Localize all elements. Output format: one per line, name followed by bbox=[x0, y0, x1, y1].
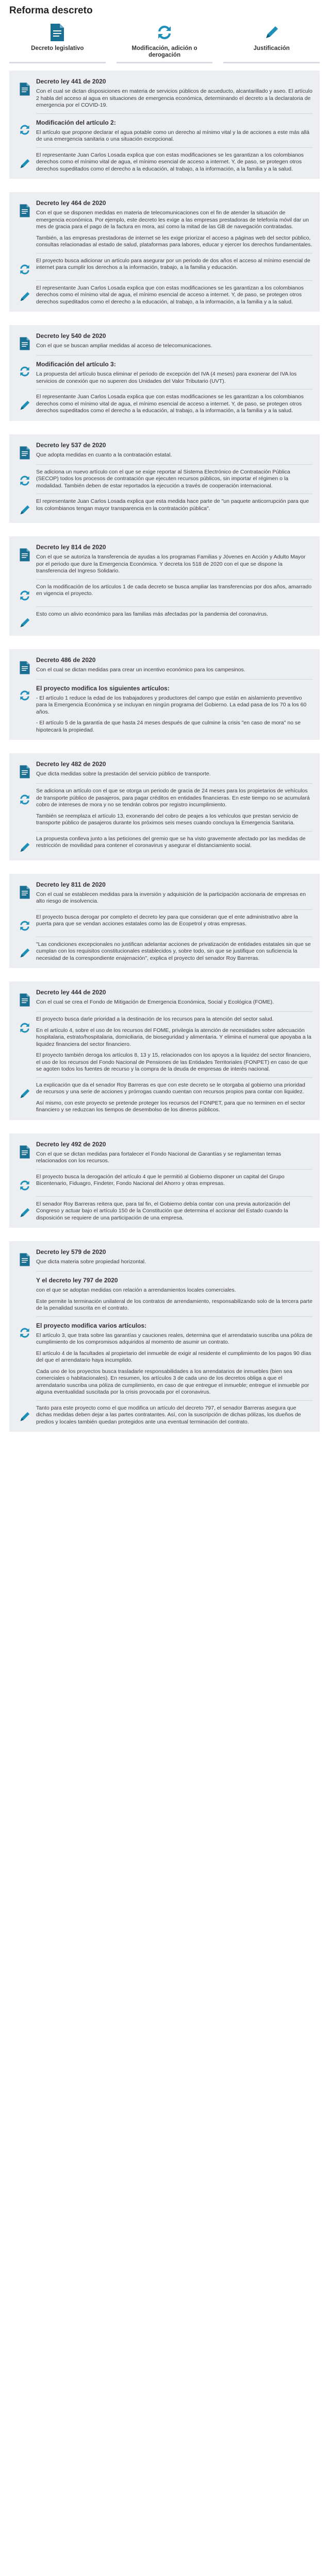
document-icon bbox=[13, 543, 36, 562]
entry-title: Modificación del artículo 2: bbox=[36, 118, 116, 126]
reform-card bbox=[9, 874, 320, 969]
document-icon bbox=[13, 655, 36, 675]
divider bbox=[36, 1316, 312, 1317]
entry-paragraph: El proyecto busca darle prioridad a la destinación de los recursos para la atención del sector salud. bbox=[36, 1016, 274, 1022]
entry-title: Y el decreto ley 797 de 2020 bbox=[36, 1277, 118, 1284]
entry-justification bbox=[13, 394, 312, 415]
entry-decree bbox=[13, 77, 312, 109]
entry-modification bbox=[13, 684, 312, 734]
legend bbox=[0, 22, 329, 63]
entry-text bbox=[36, 498, 312, 512]
entry-paragraph: Esto como un alivio económico para las familias más afectadas por la pandemia del coronavirus. bbox=[36, 611, 268, 617]
entry-paragraph: "Las condiciones excepcionales no justifican adelantar acciones de privatización de entidades estatales sin que se cumplan con los requisitos constitucionales establecidos y, sobre todo, sin que se justifique con suficiencia la necesidad de la correspondiente enajenación", explica el proyecto del senador Roy Barreras. bbox=[36, 941, 311, 961]
divider bbox=[36, 1011, 312, 1012]
pencil-icon bbox=[13, 394, 36, 412]
entry-title: Modificación del artículo 3: bbox=[36, 361, 116, 368]
legend-label: Justificación bbox=[253, 45, 290, 52]
divider bbox=[36, 1271, 312, 1272]
document-icon bbox=[13, 988, 36, 1007]
legend-modification bbox=[117, 22, 213, 63]
entry-paragraph: Este permite la terminación unilateral de los contratos de arrendamiento, responsabilizando solo de la tercera parte de la penalidad suscrita en el contrato. bbox=[36, 1298, 312, 1311]
entry-text bbox=[36, 1321, 312, 1396]
entry-text bbox=[36, 469, 312, 490]
entry-text bbox=[36, 152, 312, 173]
divider bbox=[36, 783, 312, 784]
entry-text bbox=[36, 584, 312, 598]
entry-text bbox=[36, 285, 312, 306]
entry-decree bbox=[13, 543, 312, 575]
pencil-icon bbox=[13, 836, 36, 854]
arrows-cycle-icon bbox=[13, 1174, 36, 1192]
document-icon bbox=[13, 759, 36, 779]
entry-text bbox=[36, 988, 312, 1006]
entry-paragraph: También, a las empresas prestadoras de internet se les exige priorizar el acceso a páginas web del sector público, consultas relacionadas al estado de salud, plataformas para labores, educar y ejercer los derechos fundamentales. bbox=[36, 234, 312, 248]
entry-modification bbox=[13, 788, 312, 827]
pencil-icon bbox=[13, 152, 36, 171]
legend-label: Modificación, adición o derogación bbox=[131, 45, 198, 58]
entry-decree bbox=[13, 1247, 312, 1267]
entry-paragraph: Se adiciona un nuevo artículo con el que se exige reportar al Sistema Electrónico de Contratación Pública (SECOP) todos los procesos de contratación que ejecuten recursos públicos, sin importar el régimen o la modalidad. También deben de estar reportados la ejecución a través de cooperación internacional. bbox=[36, 468, 290, 489]
entry-paragraph: El artículo 3, que trata sobre las garantías y cauciones reales, determina que el arrendatario suscriba una póliza de cumplimiento de los compromisos adquiridos al momento de asumir un contrato. bbox=[36, 1332, 312, 1345]
arrows-cycle-icon bbox=[13, 469, 36, 487]
document-icon bbox=[13, 440, 36, 460]
entry-justification bbox=[13, 1201, 312, 1222]
reform-card bbox=[9, 1241, 320, 1432]
entry-paragraph: El representante Juan Carlos Losada explica que con estas modificaciones se les garantizan a los colombianos derechos como el mínimo vital de agua, el mínimo esencial de acceso a internet. Y, de paso, se protegen otros derechos supeditados como el derecho a la educación, al trabajo, a la información, a la familia y a la salud. bbox=[36, 284, 304, 305]
entry-text bbox=[36, 684, 312, 734]
entry-paragraph: La propuesta conlleva junto a las peticiones del gremio que se ha visto gravemente afectado por las medidas de restricción de movilidad para contener el coronavirus y asegurar el distanciamiento social. bbox=[36, 835, 306, 849]
entry-title: Decreto ley 814 de 2020 bbox=[36, 544, 106, 551]
entry-decree bbox=[13, 198, 312, 249]
entry-paragraph: Con el cual se dictan medidas para crear un incentivo económico para los campesinos. bbox=[36, 666, 245, 673]
entry-paragraph: - El artículo 1 reduce la edad de los trabajadores y productores del campo que están en aislamiento preventivo para la Emergencia Económica y se incluyan en ningún programa del Gobierno. La edad pasa de los 70 a los 60 años. bbox=[36, 694, 307, 715]
entry-justification bbox=[13, 285, 312, 306]
entry-title: El proyecto modifica varios artículos: bbox=[36, 1321, 147, 1329]
entry-decree bbox=[13, 759, 312, 779]
reform-card bbox=[9, 981, 320, 1120]
entry-text bbox=[36, 1276, 312, 1312]
divider bbox=[36, 831, 312, 832]
entry-title: El proyecto modifica los siguientes artículos: bbox=[36, 684, 170, 692]
entry-paragraph: Tanto para este proyecto como el que modifica un artículo del decreto 797, el senador Barreras asegura que dichas medidas deben dejar a las partes contratantes. Así, con la suscripción de dichas pólizas, los dueños de predios y locales también quedan protegidos ante una eventual terminación del contrato. bbox=[36, 1404, 301, 1425]
divider bbox=[36, 464, 312, 465]
legend-decree bbox=[9, 22, 106, 63]
entry-modification bbox=[13, 584, 312, 602]
entry-decree-plain bbox=[13, 1276, 312, 1312]
arrows-cycle-icon bbox=[13, 1321, 36, 1340]
entry-text bbox=[36, 1082, 312, 1114]
entry-paragraph: Con la modificación de los artículos 1 de cada decreto se busca ampliar las transferencias por dos años, amarrado en vigencia el proyecto. bbox=[36, 583, 312, 597]
entry-paragraph: Así mismo, con este proyecto se pretende proteger los recursos del FONPET, para que no terminen en el sector financiero y se reduzcan los tiempos de desembolso de los dineros públicos. bbox=[36, 1099, 305, 1113]
entry-text bbox=[36, 440, 312, 459]
entry-text bbox=[36, 394, 312, 415]
divider bbox=[36, 1400, 312, 1401]
pencil-icon bbox=[13, 611, 36, 630]
entry-text bbox=[36, 1016, 312, 1073]
entry-paragraph: El representante Juan Carlos Losada explica que con estas modificaciones se les garantizan a los colombianos derechos como el mínimo vital de agua, el mínimo esencial de acceso a internet. Y, de paso, se protegen otros derechos supeditados como el derecho a la educación, al trabajo, a la información, a la familia y a la salud. bbox=[36, 394, 304, 414]
entry-text bbox=[36, 1174, 312, 1188]
entry-justification bbox=[13, 498, 312, 517]
entry-justification bbox=[13, 611, 312, 630]
document-icon bbox=[9, 22, 106, 43]
entry-justification bbox=[13, 1082, 312, 1114]
divider bbox=[36, 113, 312, 114]
entry-paragraph: Con el que se autoriza la transferencia de ayudas a los programas Familias y Jóvenes en Acción y Adulto Mayor por el periodo que dure la Emergencia Económica. Y decreta los 518 de 2020 con el que se dispone la transferencia del Ingreso Solidario. bbox=[36, 554, 306, 574]
entry-modification bbox=[13, 360, 312, 385]
entry-justification bbox=[13, 152, 312, 173]
divider bbox=[36, 1169, 312, 1170]
entry-title: Decreto ley 441 de 2020 bbox=[36, 78, 106, 85]
divider bbox=[36, 1196, 312, 1197]
entry-paragraph: Con el que se dictan medidas para fortalecer el Fondo Nacional de Garantías y se reglamentan temas relacionados con los recursos. bbox=[36, 1150, 282, 1164]
entry-paragraph: Que adopta medidas en cuanto a la contratación estatal. bbox=[36, 451, 172, 458]
arrows-cycle-icon bbox=[13, 684, 36, 702]
divider bbox=[36, 280, 312, 281]
entry-title: Decreto ley 540 de 2020 bbox=[36, 332, 106, 340]
entry-justification bbox=[13, 1405, 312, 1426]
entry-title: Decreto ley 482 de 2020 bbox=[36, 760, 106, 768]
entry-text bbox=[36, 360, 312, 385]
entry-text bbox=[36, 331, 312, 350]
entry-decree bbox=[13, 988, 312, 1007]
arrows-cycle-icon bbox=[13, 788, 36, 806]
entry-paragraph: Con el cual se dictan disposiciones en materia de servicios públicos de acueducto, alcantarillado y aseo. El artículo 2 habla del acceso al agua en situaciones de emergencia económica, determinando el decreto a la declaratoria de emergencia por el COVID-19. bbox=[36, 88, 312, 108]
entry-text bbox=[36, 258, 312, 272]
entry-title: Decreto ley 492 de 2020 bbox=[36, 1140, 106, 1148]
entry-paragraph: La explicación que da el senador Roy Barreras es que con este decreto se le otorgaba al gobierno una prioridad de recursos y una serie de acciones y prórrogas cuando cuentan con recursos propios para contar con liquidez. bbox=[36, 1081, 305, 1095]
entry-paragraph: Con el cual se crea el Fondo de Mitigación de Emergencia Económica, Social y Ecológica (FOME). bbox=[36, 999, 274, 1005]
entry-text bbox=[36, 836, 312, 850]
entry-decree bbox=[13, 655, 312, 675]
entry-text bbox=[36, 77, 312, 109]
reform-list bbox=[0, 63, 329, 1450]
entry-text bbox=[36, 611, 312, 618]
divider bbox=[36, 606, 312, 607]
entry-title: Decreto 486 de 2020 bbox=[36, 656, 96, 664]
entry-modification bbox=[13, 469, 312, 490]
entry-paragraph: El proyecto también deroga los artículos 8, 13 y 15, relacionados con los apoyos a la liquidez del sector financiero, el uso de los recursos del Fondo Nacional de Pensiones de las Entidades Territoriales (FONPET) en caso de que se agoten todos los fuentes de recurso y la compra de la deuda de empresas de interés nacional. bbox=[36, 1052, 311, 1072]
entry-title: Decreto ley 464 de 2020 bbox=[36, 199, 106, 207]
entry-modification bbox=[13, 914, 312, 933]
entry-paragraph: Con el que se disponen medidas en materia de telecomunicaciones con el fin de atender la situación de emergencia económica. Por ejemplo, este decreto les exige a las empresas prestadoras de telefonía móvil dar un mes de gracia para el pago de la factura en mora, así como la mitad de las GB de navegación contratadas. bbox=[36, 210, 309, 230]
divider bbox=[36, 579, 312, 580]
arrows-cycle-icon bbox=[13, 914, 36, 933]
entry-decree bbox=[13, 331, 312, 351]
entry-paragraph: El proyecto busca derogar por completo el decreto ley para que consideran que el ente administrativo abre la puerta para que se vendan acciones estatales como las de Ecopetrol y otras empresas. bbox=[36, 913, 298, 927]
entry-justification bbox=[13, 836, 312, 854]
entry-text bbox=[36, 1247, 312, 1266]
entry-title: Decreto ley 537 de 2020 bbox=[36, 441, 106, 449]
arrows-cycle-icon bbox=[13, 118, 36, 137]
entry-paragraph: También se reemplaza el artículo 13, exonerando del cobro de peajes a los vehículos que prestan servicio de transporte público de pasajeros durante los próximos seis meses cuando concluya la Emergencia Sanitaria. bbox=[36, 812, 299, 826]
reform-card bbox=[9, 434, 320, 523]
entry-text bbox=[36, 788, 312, 827]
entry-text bbox=[36, 1201, 312, 1222]
pencil-icon bbox=[223, 22, 320, 43]
entry-text bbox=[36, 880, 312, 905]
legend-justification bbox=[223, 22, 320, 63]
arrows-cycle-icon bbox=[117, 22, 213, 43]
reform-card bbox=[9, 192, 320, 312]
entry-paragraph: La propuesta del artículo busca eliminar el periodo de excepción del IVA (4 meses) para exonerar del IVA los servicios de conexión que no superen dos Unidades del Valor Tributario (UVT). bbox=[36, 371, 297, 384]
reform-card bbox=[9, 1133, 320, 1228]
entry-title: Decreto ley 579 de 2020 bbox=[36, 1248, 106, 1256]
entry-paragraph: El artículo 4 de la facultades al propietario del inmueble de exigir al residente el cumplimiento de los pagos 90 días del que el arrendatario haya incumplido. bbox=[36, 1350, 311, 1363]
page-title: Reforma descreto bbox=[9, 5, 93, 16]
entry-modification bbox=[13, 1016, 312, 1073]
reform-card bbox=[9, 753, 320, 860]
reform-card bbox=[9, 649, 320, 740]
entry-text bbox=[36, 543, 312, 575]
pencil-icon bbox=[13, 1082, 36, 1100]
entry-paragraph: Con el que se buscan ampliar medidas al acceso de telecomunicaciones. bbox=[36, 343, 212, 349]
entry-paragraph: El senador Roy Barreras reitera que, para tal fin, el Gobierno debía contar con una previa autorización del Congreso y actuar bajo el artículo 150 de la Constitución que determina el accionar del Estado cuando la disposición se requiere de una participación de una empresa. bbox=[36, 1200, 290, 1221]
pencil-icon bbox=[13, 941, 36, 960]
entry-paragraph: El artículo que propone declarar el agua potable como un derecho al mínimo vital y la de acciones a este más allá de una emergencia sanitaria o una situación excepcional. bbox=[36, 129, 309, 142]
entry-modification bbox=[13, 258, 312, 276]
entry-paragraph: Con el cual se establecen medidas para la inversión y adquisición de la participación accionaria de empresas en alto riesgo de insolvencia. bbox=[36, 891, 306, 904]
divider bbox=[36, 679, 312, 680]
entry-paragraph: El proyecto busca la derogación del artículo 4 que le permitió al Gobierno disponer un capital del Grupo Bicentenario, Fiduagro, Findeter, Fondo Nacional del Ahorro y otras empresas. bbox=[36, 1173, 285, 1187]
pencil-icon bbox=[13, 285, 36, 303]
arrows-cycle-icon bbox=[13, 584, 36, 602]
document-icon bbox=[13, 1140, 36, 1159]
entry-text bbox=[36, 1405, 312, 1426]
divider bbox=[36, 1077, 312, 1078]
entry-decree bbox=[13, 880, 312, 905]
pencil-icon bbox=[13, 1201, 36, 1219]
entry-text bbox=[36, 118, 312, 143]
entry-title: Decreto ley 444 de 2020 bbox=[36, 989, 106, 996]
entry-paragraph: Que dicta medidas sobre la prestación del servicio público de transporte. bbox=[36, 771, 211, 777]
entry-modification bbox=[13, 118, 312, 143]
arrows-cycle-icon bbox=[13, 360, 36, 378]
entry-paragraph: - El artículo 5 de la garantía de que hasta 24 meses después de que culmine la crisis "en caso de mora" no se hipotecará la propiedad. bbox=[36, 720, 301, 733]
legend-label: Decreto legislativo bbox=[31, 45, 84, 52]
entry-decree bbox=[13, 1140, 312, 1165]
arrows-cycle-icon bbox=[13, 258, 36, 276]
entry-paragraph: Se adiciona un artículo con el que se otorga un periodo de gracia de 24 meses para los propietarios de vehículos de transporte público de pasajeros, para pagar créditos en entidades financieras. En este tiempo no se acumulará cobro de intereses de mora y no se tendrán cobros por registro incumplimiento. bbox=[36, 788, 310, 808]
entry-decree bbox=[13, 440, 312, 460]
entry-title: Decreto ley 811 de 2020 bbox=[36, 880, 106, 888]
entry-paragraph: con el que se adoptan medidas con relación a arrendamientos locales comerciales. bbox=[36, 1287, 236, 1293]
entry-text bbox=[36, 759, 312, 778]
entry-text bbox=[36, 914, 312, 928]
document-icon bbox=[13, 77, 36, 96]
entry-text bbox=[36, 1140, 312, 1165]
entry-paragraph: El representante Juan Carlos Losada explica que con estas modificaciones se les garantizan a los colombianos derechos como el mínimo vital de agua, el mínimo esencial de acceso a internet. Y, de paso, se protegen otros derechos supeditados como el derecho a la educación, al trabajo, a la información, a la familia y a la salud. bbox=[36, 151, 304, 172]
icon-spacer bbox=[13, 1276, 36, 1281]
entry-paragraph: En el artículo 4, sobre el uso de los recursos del FOME, privilegia la atención de necesidades sobre adecuación hospitalaria, estrato/hospitalaria, domiciliaria, de bioseguridad y alimentaria. Y elimina el numeral que apoyaba a la liquidez financiera del sector financiero. bbox=[36, 1027, 311, 1047]
divider bbox=[36, 147, 312, 148]
entry-modification bbox=[13, 1321, 312, 1396]
entry-paragraph: Que dicta materia sobre propiedad horizontal. bbox=[36, 1259, 146, 1265]
pencil-icon bbox=[13, 498, 36, 517]
reform-card bbox=[9, 71, 320, 179]
entry-text bbox=[36, 198, 312, 249]
document-icon bbox=[13, 331, 36, 351]
entry-paragraph: Cada uno de los proyectos busca trasladarle responsabilidades a los arrendatarios de inmuebles (bien sea comerciales o habitacionales). En resumen, los artículos 3 de cada uno de los decretos obliga a que el arrendatario suscriba una póliza de cumplimiento, en caso de que entregue el inmueble; entregue el inmueble por alguna eventualidad suscitada por la crisis provocada por el coronavirus. bbox=[36, 1368, 309, 1395]
entry-paragraph: El representante Juan Carlos Losada explica que esta medida hace parte de "un paquete anticorrupción para que los colombianos tengan mayor transparencia en la contratación pública". bbox=[36, 498, 309, 512]
arrows-cycle-icon bbox=[13, 1016, 36, 1035]
reform-card bbox=[9, 325, 320, 421]
entry-modification bbox=[13, 1174, 312, 1192]
document-icon bbox=[13, 1247, 36, 1267]
document-icon bbox=[13, 198, 36, 218]
divider bbox=[36, 909, 312, 910]
entry-text bbox=[36, 655, 312, 674]
entry-paragraph: El proyecto busca adicionar un artículo para asegurar por un periodo de dos años el acceso al mínimo esencial de internet para cumplir los derechos a la información, trabajo, a la familia y educación. bbox=[36, 257, 310, 270]
reform-card bbox=[9, 536, 320, 636]
pencil-icon bbox=[13, 1405, 36, 1423]
document-icon bbox=[13, 880, 36, 900]
entry-justification bbox=[13, 941, 312, 962]
entry-text bbox=[36, 941, 312, 962]
